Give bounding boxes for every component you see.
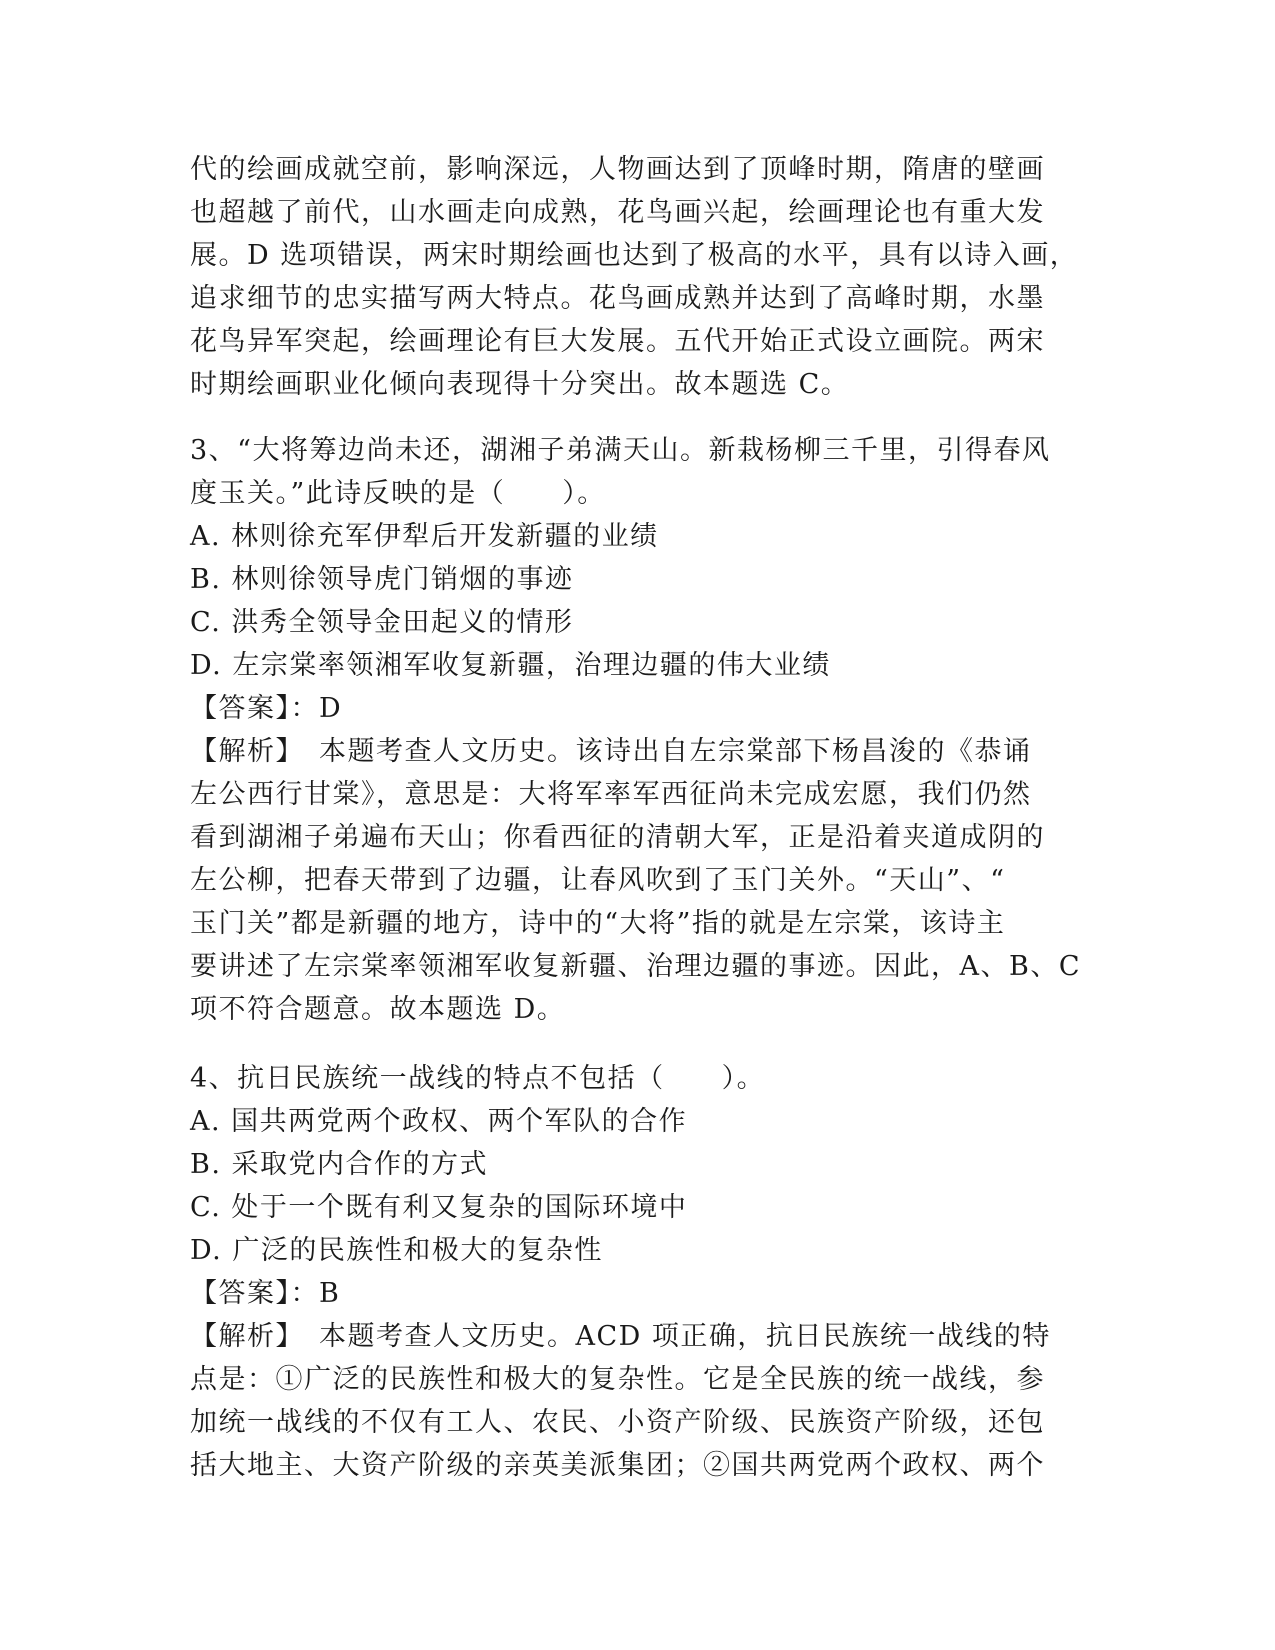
analysis-line: 项不符合题意。故本题选 D。: [190, 994, 566, 1025]
option-c: C. 处于一个既有利又复杂的国际环境中: [190, 1192, 688, 1223]
question-stem-line: 4、抗日民族统一战线的特点不包括（ ）。: [190, 1063, 766, 1094]
option-b: B. 林则徐领导虎门销烟的事迹: [190, 564, 574, 595]
analysis-line: 加统一战线的不仅有工人、农民、小资产阶级、民族资产阶级，还包: [190, 1407, 1045, 1438]
question-stem-line: 度玉关。”此诗反映的是（ ）。: [190, 478, 606, 509]
question-stem-line: 3、“大将筹边尚未还，湖湘子弟满天山。新栽杨柳三千里，引得春风: [190, 435, 1051, 466]
option-a: A. 林则徐充军伊犁后开发新疆的业绩: [190, 521, 659, 552]
text-line: 展。D 选项错误，两宋时期绘画也达到了极高的水平，具有以诗入画，: [190, 240, 1079, 271]
analysis-line: 括大地主、大资产阶级的亲英美派集团；②国共两党两个政权、两个: [190, 1450, 1045, 1481]
text-line: 也超越了前代，山水画走向成熟，花鸟画兴起，绘画理论也有重大发: [190, 197, 1045, 228]
option-c: C. 洪秀全领导金田起义的情形: [190, 607, 574, 638]
answer-line: 【答案】：B: [190, 1278, 341, 1309]
analysis-line: 看到湖湘子弟遍布天山；你看西征的清朝大军，正是沿着夹道成阴的: [190, 822, 1045, 853]
analysis-line: 点是：①广泛的民族性和极大的复杂性。它是全民族的统一战线，参: [190, 1364, 1045, 1395]
analysis-line: 左公柳，把春天带到了边疆，让春风吹到了玉门关外。“天山”、“: [190, 865, 1006, 896]
text-line: 代的绘画成就空前，影响深远，人物画达到了顶峰时期，隋唐的壁画: [190, 154, 1045, 185]
question-4: [190, 1057, 1090, 1487]
text-line: 追求细节的忠实描写两大特点。花鸟画成熟并达到了高峰时期，水墨: [190, 283, 1045, 314]
option-d: D. 左宗棠率领湘军收复新疆，治理边疆的伟大业绩: [190, 650, 831, 681]
text-line: 花鸟异军突起，绘画理论有巨大发展。五代开始正式设立画院。两宋: [190, 326, 1045, 357]
previous-analysis-continuation: [190, 148, 1090, 406]
analysis-line: 【解析】 本题考查人文历史。ACD 项正确，抗日民族统一战线的特: [190, 1321, 1051, 1352]
text-line: 时期绘画职业化倾向表现得十分突出。故本题选 C。: [190, 369, 850, 400]
analysis-line: 玉门关”都是新疆的地方，诗中的“大将”指的就是左宗棠，该诗主: [190, 908, 1006, 939]
analysis-line: 【解析】 本题考查人文历史。该诗出自左宗棠部下杨昌浚的《恭诵: [190, 736, 1032, 767]
question-3: [190, 429, 1090, 1031]
option-b: B. 采取党内合作的方式: [190, 1149, 489, 1180]
option-d: D. 广泛的民族性和极大的复杂性: [190, 1235, 603, 1266]
analysis-line: 左公西行甘棠》，意思是：大将军率军西征尚未完成宏愿，我们仍然: [190, 779, 1032, 810]
answer-line: 【答案】：D: [190, 693, 343, 724]
option-a: A. 国共两党两个政权、两个军队的合作: [190, 1106, 688, 1137]
analysis-line: 要讲述了左宗棠率领湘军收复新疆、治理边疆的事迹。因此，A、B、C: [190, 951, 1081, 982]
